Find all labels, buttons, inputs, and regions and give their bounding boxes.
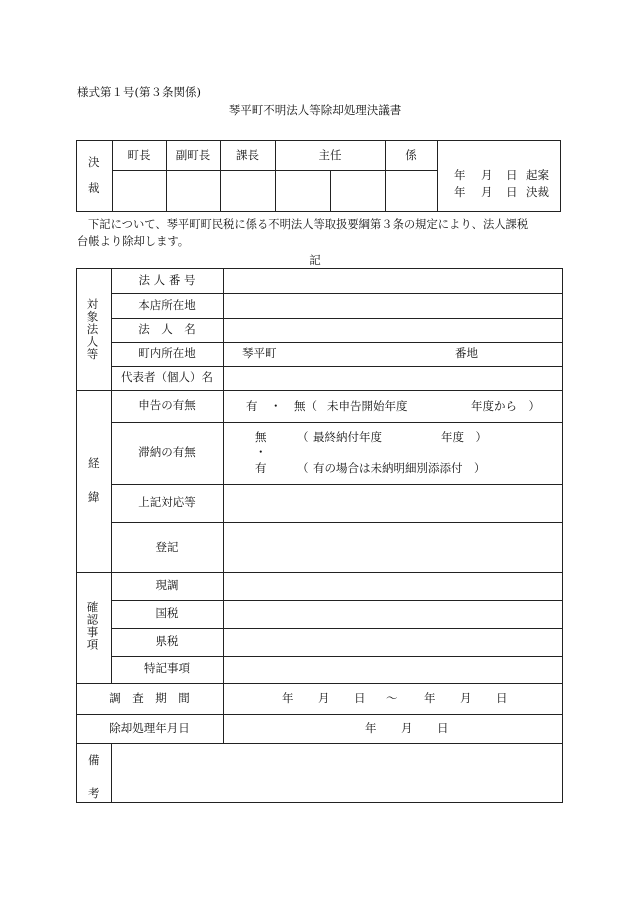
- history-label-top: 経: [88, 456, 100, 470]
- row-registry: 登記: [155, 540, 179, 554]
- period-month-1: 月: [318, 691, 330, 705]
- document-title: 琴平町不明法人等除却処理決議書: [228, 103, 402, 117]
- confirm-label: 確認事項: [85, 601, 100, 651]
- town-prefix: 琴平町: [242, 346, 277, 360]
- arrears-no: 無: [255, 430, 267, 444]
- row-national-tax: 国税: [155, 606, 179, 620]
- history-label-bottom: 緯: [88, 490, 100, 504]
- ki-heading: 記: [309, 253, 321, 267]
- role-mayor: 町長: [127, 148, 151, 162]
- filing-from: 年度から ）: [471, 399, 540, 413]
- decide-year: 年: [454, 185, 466, 199]
- draft-label: 起案: [526, 168, 549, 182]
- role-deputy-mayor: 副町長: [175, 148, 211, 162]
- period-tilde: ～: [386, 691, 398, 705]
- row-corp-number: 法 人 番 号: [138, 273, 196, 287]
- role-chief: 主任: [318, 148, 342, 162]
- removal-year: 年: [365, 721, 377, 735]
- draft-year: 年: [454, 168, 466, 182]
- filing-start-year: 未申告開始年度: [327, 399, 408, 413]
- arrears-open-1: （: [297, 430, 309, 444]
- decide-month: 月: [481, 185, 493, 199]
- arrears-year: 年度 ）: [441, 430, 487, 444]
- arrears-last-year: 最終納付年度: [313, 430, 382, 444]
- form-number: 様式第１号(第３条関係): [77, 85, 201, 99]
- arrears-open-2: （: [297, 461, 309, 475]
- removal-date-label: 除却処理年月日: [109, 721, 190, 735]
- target-label: 対象法人等: [85, 298, 100, 361]
- decide-day: 日: [506, 185, 518, 199]
- banchi-label: 番地: [455, 346, 478, 360]
- filing-dot: ・: [270, 399, 282, 413]
- remarks-label-top: 備: [88, 753, 100, 767]
- row-field-survey: 現調: [155, 578, 179, 592]
- approval-label-bottom: 裁: [88, 181, 100, 195]
- period-day-1: 日: [354, 691, 366, 705]
- intro-line-2: 台帳より除却します。: [77, 235, 190, 248]
- arrears-yes: 有: [255, 461, 267, 475]
- draft-day: 日: [506, 168, 518, 182]
- row-filing: 申告の有無: [138, 398, 196, 412]
- row-response: 上記対応等: [138, 495, 196, 509]
- removal-month: 月: [401, 721, 413, 735]
- remarks-label-bottom: 考: [88, 786, 100, 800]
- intro-line-1: 下記について、琴平町町民税に係る不明法人等取扱要綱第３条の規定により、法人課税: [88, 218, 529, 231]
- filing-no: 無（: [294, 399, 317, 413]
- period-year-1: 年: [282, 691, 294, 705]
- row-prefectural-tax: 県税: [155, 634, 179, 648]
- row-representative: 代表者（個人）名: [121, 370, 213, 384]
- decide-label: 決裁: [526, 185, 549, 199]
- role-section-chief: 課長: [236, 148, 259, 162]
- draft-month: 月: [481, 168, 493, 182]
- approval-label-top: 決: [88, 155, 100, 169]
- arrears-note: 有の場合は未納明細別添添付 ）: [313, 461, 486, 475]
- arrears-dot: ・: [255, 445, 267, 459]
- role-staff: 係: [405, 148, 417, 162]
- row-special-notes: 特記事項: [144, 661, 190, 675]
- period-year-2: 年: [424, 691, 436, 705]
- period-day-2: 日: [496, 691, 508, 705]
- survey-period-label: 調 査 期 間: [109, 691, 190, 705]
- removal-day: 日: [437, 721, 449, 735]
- filing-yes: 有: [246, 399, 258, 413]
- row-town-address: 町内所在地: [138, 346, 196, 360]
- row-arrears: 滞納の有無: [138, 445, 196, 459]
- row-corp-name: 法 人 名: [138, 322, 196, 336]
- row-head-office: 本店所在地: [138, 298, 196, 312]
- period-month-2: 月: [460, 691, 472, 705]
